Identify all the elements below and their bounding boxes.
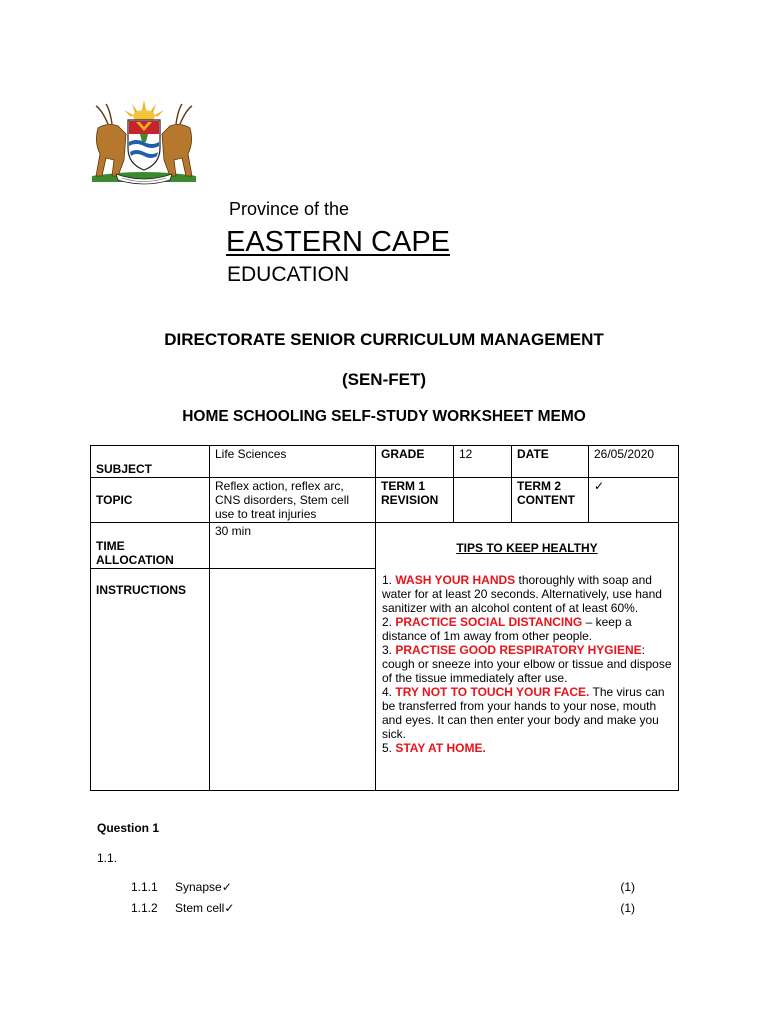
tips-title: TIPS TO KEEP HEALTHY [456,541,598,555]
worksheet-info-table [90,445,679,791]
question-heading: Question 1 [97,821,160,835]
tip-text: thoroughly with soap and water for at least 20 seconds. Alternatively, use hand sanitizer with an alcohol content of at least 60%. [382,573,662,615]
answer-number: 1.1.2 [131,901,158,915]
instructions-label: INSTRUCTIONS [91,569,210,791]
grade-label: GRADE [376,446,454,478]
time-allocation-label: TIME ALLOCATION [91,523,210,569]
topic-label: TOPIC [91,478,210,523]
subquestion-number: 1.1. [97,851,118,865]
tip-number: 4. [382,685,393,699]
tip-highlight: TRY NOT TO TOUCH YOUR FACE. [395,685,590,699]
term1-value [454,478,512,523]
subject-label: SUBJECT [91,446,210,478]
document-title: HOME SCHOOLING SELF-STUDY WORKSHEET MEMO [182,408,586,425]
answer-mark: (1) [620,880,635,894]
unit-heading: (SEN-FET) [341,370,427,389]
tip-number: 5. [382,741,393,755]
answer-row [131,901,635,917]
answer-mark: (1) [620,901,635,915]
province-line: Province of the [229,199,350,219]
tip-number: 2. [382,615,393,629]
tip-text: : cough or sneeze into your elbow or tissue and dispose of the tissue immediately after use. [382,643,672,685]
date-label: DATE [512,446,589,478]
tip-item [382,615,672,643]
region-title: EASTERN CAPE [226,226,450,258]
subject-value: Life Sciences [210,446,376,478]
instructions-value [210,569,376,791]
tip-item [382,643,672,685]
tips-list [382,573,672,755]
tip-number: 3. [382,643,393,657]
answer-text: Synapse✓ [175,880,232,894]
term2-label: TERM 2 CONTENT [512,478,589,523]
tip-highlight: WASH YOUR HANDS [395,573,516,587]
tip-highlight: PRACTICE SOCIAL DISTANCING [395,615,583,629]
tip-item [382,741,672,755]
time-allocation-value: 30 min [210,523,376,569]
term2-check: ✓ [589,478,679,523]
eastern-cape-crest-logo [88,98,200,186]
tip-text: The virus can be transferred from your hands to your nose, mouth and eyes. It can then enter your body and make you sick. [382,685,665,741]
tip-text: – keep a distance of 1m away from other people. [382,615,632,643]
term1-label: TERM 1 REVISION [376,478,454,523]
tip-highlight: PRACTISE GOOD RESPIRATORY HYGIENE [395,643,642,657]
directorate-heading: DIRECTORATE SENIOR CURRICULUM MANAGEMENT [164,330,604,349]
health-tips-panel [376,523,679,791]
tip-item [382,573,672,615]
tip-highlight: STAY AT HOME. [395,741,486,755]
answer-number: 1.1.1 [131,880,158,894]
answer-row [131,880,635,896]
answer-text: Stem cell✓ [175,901,235,915]
topic-value: Reflex action, reflex arc, CNS disorders, Stem cell use to treat injuries [210,478,376,523]
date-value: 26/05/2020 [589,446,679,478]
tip-number: 1. [382,573,393,587]
tip-item [382,685,672,741]
grade-value: 12 [454,446,512,478]
department-title: EDUCATION [227,263,350,286]
